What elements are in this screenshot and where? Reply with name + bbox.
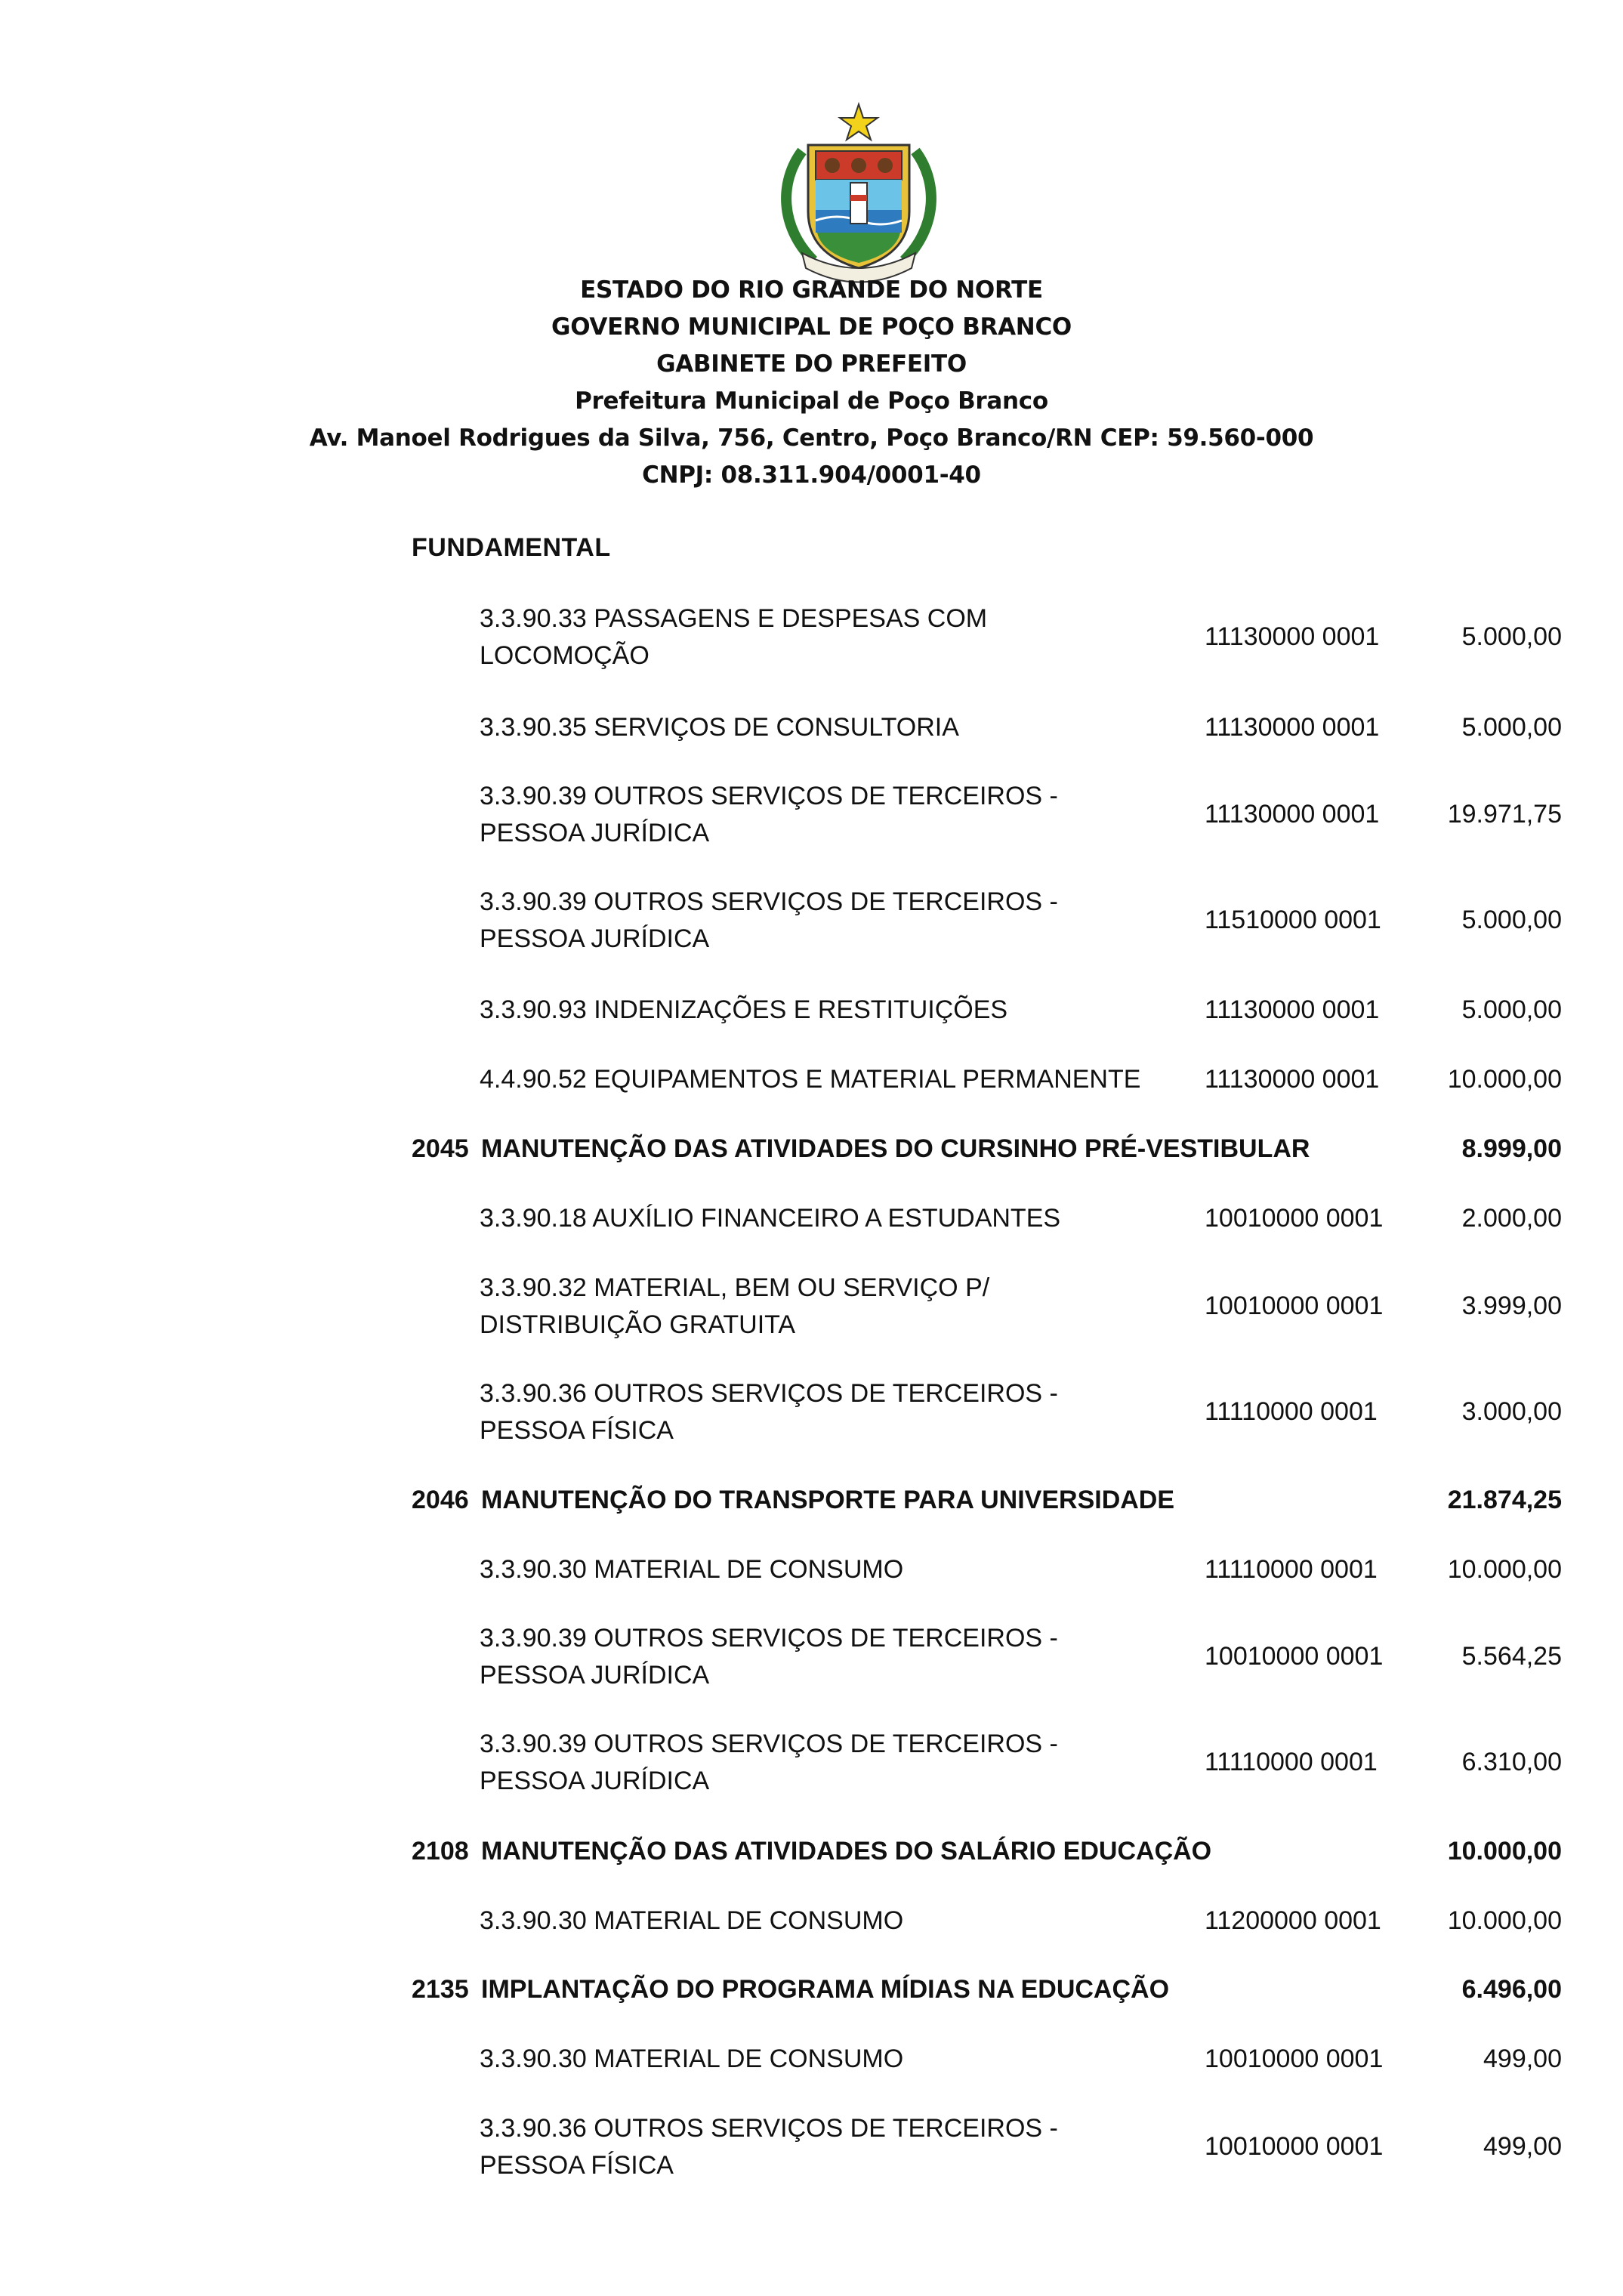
row-source-code: 10010000 0001 — [1205, 2132, 1384, 2161]
row-source-code: 11200000 0001 — [1205, 1906, 1381, 1935]
row-amount: 2.000,00 — [1461, 1204, 1562, 1233]
section-label: FUNDAMENTAL — [412, 533, 611, 562]
header-prefecture: Prefeitura Municipal de Poço Branco — [575, 387, 1048, 415]
row-amount: 19.971,75 — [1447, 800, 1562, 829]
row-amount: 10.000,00 — [1447, 1906, 1562, 1935]
row-description: 3.3.90.30 MATERIAL DE CONSUMO — [480, 1906, 904, 1935]
header-address: Av. Manoel Rodrigues da Silva, 756, Centro, Poço Branco/RN CEP: 59.560-000 — [309, 424, 1314, 452]
action-code: 2135 — [412, 1975, 469, 2004]
row-source-code: 11130000 0001 — [1205, 800, 1380, 829]
row-amount: 499,00 — [1483, 2132, 1562, 2161]
row-description: 3.3.90.36 OUTROS SERVIÇOS DE TERCEIROS - PESSOA FÍSICA — [480, 1379, 1058, 1445]
row-description: 3.3.90.18 AUXÍLIO FINANCEIRO A ESTUDANTES — [480, 1204, 1061, 1233]
row-amount: 5.000,00 — [1461, 622, 1562, 651]
row-source-code: 10010000 0001 — [1205, 1204, 1384, 1233]
row-source-code: 10010000 0001 — [1205, 2044, 1384, 2073]
row-description: 3.3.90.35 SERVIÇOS DE CONSULTORIA — [480, 713, 959, 742]
row-amount: 5.000,00 — [1461, 995, 1562, 1024]
action-code: 2108 — [412, 1837, 469, 1866]
row-amount: 499,00 — [1483, 2044, 1562, 2073]
action-description: MANUTENÇÃO DO TRANSPORTE PARA UNIVERSIDADE — [481, 1486, 1175, 1514]
row-source-code: 10010000 0001 — [1205, 1642, 1384, 1671]
action-description: IMPLANTAÇÃO DO PROGRAMA MÍDIAS NA EDUCAÇÃO — [481, 1975, 1170, 2004]
row-source-code: 11110000 0001 — [1205, 1748, 1378, 1776]
row-description: 3.3.90.33 PASSAGENS E DESPESAS COM LOCOMOÇÃO — [480, 604, 988, 670]
row-amount: 5.000,00 — [1461, 713, 1562, 742]
header-state: ESTADO DO RIO GRANDE DO NORTE — [580, 276, 1043, 304]
action-amount: 8.999,00 — [1461, 1134, 1562, 1163]
row-source-code: 11130000 0001 — [1205, 713, 1380, 742]
action-code: 2045 — [412, 1134, 469, 1163]
row-amount: 10.000,00 — [1447, 1065, 1562, 1094]
row-description: 3.3.90.36 OUTROS SERVIÇOS DE TERCEIROS - PESSOA FÍSICA — [480, 2114, 1058, 2180]
action-description: MANUTENÇÃO DAS ATIVIDADES DO CURSINHO PRÉ-VESTIBULAR — [481, 1134, 1310, 1163]
action-description: MANUTENÇÃO DAS ATIVIDADES DO SALÁRIO EDUCAÇÃO — [481, 1837, 1212, 1866]
row-amount: 3.999,00 — [1461, 1292, 1562, 1320]
row-description: 3.3.90.30 MATERIAL DE CONSUMO — [480, 1555, 904, 1584]
row-source-code: 11130000 0001 — [1205, 1065, 1380, 1094]
row-description: 3.3.90.39 OUTROS SERVIÇOS DE TERCEIROS - PESSOA JURÍDICA — [480, 782, 1058, 847]
header-cabinet: GABINETE DO PREFEITO — [656, 350, 967, 378]
row-source-code: 11130000 0001 — [1205, 995, 1380, 1024]
row-description: 3.3.90.39 OUTROS SERVIÇOS DE TERCEIROS - PESSOA JURÍDICA — [480, 887, 1058, 953]
row-source-code: 11110000 0001 — [1205, 1555, 1378, 1584]
row-description: 3.3.90.39 OUTROS SERVIÇOS DE TERCEIROS - PESSOA JURÍDICA — [480, 1730, 1058, 1795]
row-source-code: 10010000 0001 — [1205, 1292, 1384, 1320]
header-cnpj: CNPJ: 08.311.904/0001-40 — [642, 461, 981, 489]
action-code: 2046 — [412, 1486, 469, 1514]
row-source-code: 11510000 0001 — [1205, 906, 1381, 934]
row-amount: 10.000,00 — [1447, 1555, 1562, 1584]
action-amount: 10.000,00 — [1447, 1837, 1562, 1866]
row-description: 3.3.90.32 MATERIAL, BEM OU SERVIÇO P/ DISTRIBUIÇÃO GRATUITA — [480, 1273, 990, 1339]
row-amount: 5.000,00 — [1461, 906, 1562, 934]
header-government: GOVERNO MUNICIPAL DE POÇO BRANCO — [551, 313, 1072, 341]
row-description: 3.3.90.39 OUTROS SERVIÇOS DE TERCEIROS - PESSOA JURÍDICA — [480, 1624, 1058, 1690]
action-amount: 21.874,25 — [1447, 1486, 1562, 1514]
action-amount: 6.496,00 — [1461, 1975, 1562, 2004]
row-description: 3.3.90.30 MATERIAL DE CONSUMO — [480, 2044, 904, 2073]
row-description: 4.4.90.52 EQUIPAMENTOS E MATERIAL PERMANENTE — [480, 1065, 1141, 1094]
row-source-code: 11110000 0001 — [1205, 1397, 1378, 1426]
row-amount: 6.310,00 — [1461, 1748, 1562, 1776]
row-amount: 5.564,25 — [1461, 1642, 1562, 1671]
row-description: 3.3.90.93 INDENIZAÇÕES E RESTITUIÇÕES — [480, 995, 1008, 1024]
row-amount: 3.000,00 — [1461, 1397, 1562, 1426]
row-source-code: 11130000 0001 — [1205, 622, 1380, 651]
